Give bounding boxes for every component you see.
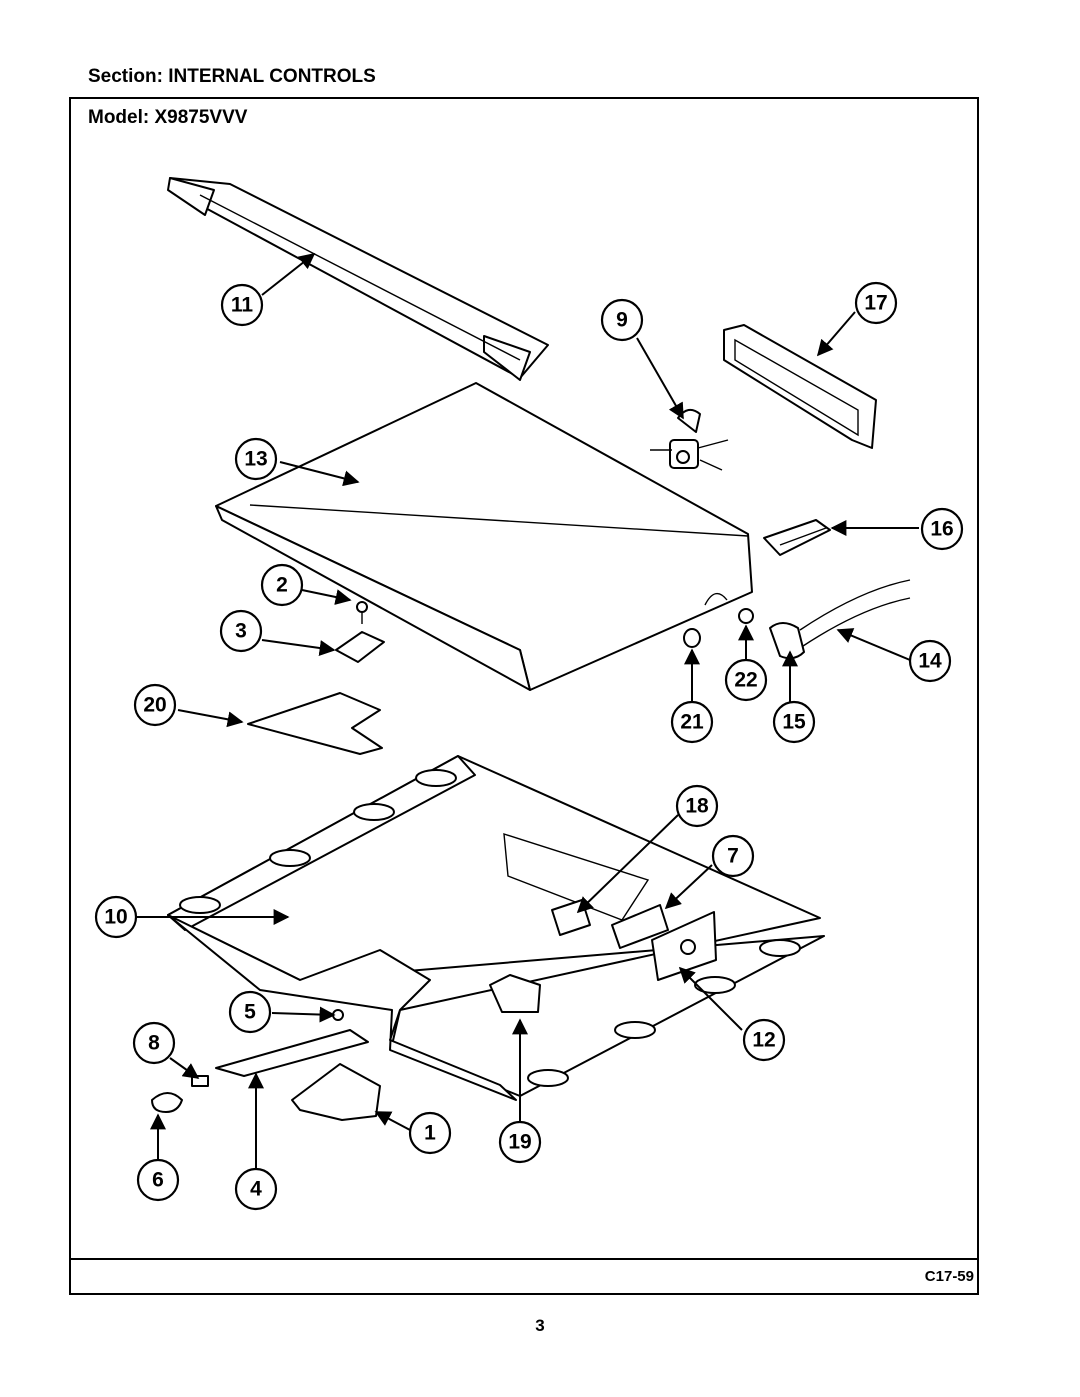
callout-4 xyxy=(236,1169,276,1209)
svg-text:22: 22 xyxy=(734,668,758,692)
svg-text:21: 21 xyxy=(680,710,704,734)
svg-text:11: 11 xyxy=(230,293,254,317)
svg-text:2: 2 xyxy=(276,573,288,597)
callout-9 xyxy=(602,300,642,340)
callout-11 xyxy=(222,285,262,325)
svg-text:5: 5 xyxy=(244,1000,256,1024)
part-11-trim-bar xyxy=(168,178,548,380)
svg-text:14: 14 xyxy=(918,649,942,673)
svg-text:15: 15 xyxy=(782,710,806,734)
callout-1 xyxy=(410,1113,450,1153)
svg-text:1: 1 xyxy=(424,1121,436,1145)
part-16-bracket xyxy=(764,520,830,555)
svg-text:7: 7 xyxy=(727,844,739,868)
callout-12 xyxy=(744,1020,784,1060)
callout-18 xyxy=(677,786,717,826)
part-20-insulation xyxy=(248,693,382,754)
callout-20 xyxy=(135,685,175,725)
callout-5 xyxy=(230,992,270,1032)
callout-16 xyxy=(922,509,962,549)
svg-text:18: 18 xyxy=(685,794,709,818)
svg-text:17: 17 xyxy=(864,291,888,315)
svg-text:16: 16 xyxy=(930,517,954,541)
figure-code: C17-59 xyxy=(924,1268,974,1285)
callout-19 xyxy=(500,1122,540,1162)
model-title: Model: X9875VVV xyxy=(88,107,248,128)
latch-parts xyxy=(152,1010,380,1120)
svg-text:20: 20 xyxy=(143,693,167,717)
callout-7 xyxy=(713,836,753,876)
svg-text:6: 6 xyxy=(152,1168,164,1192)
page-number: 3 xyxy=(535,1316,545,1335)
svg-text:19: 19 xyxy=(508,1130,532,1154)
part-14-hose xyxy=(770,580,910,658)
callout-21 xyxy=(672,702,712,742)
svg-text:9: 9 xyxy=(616,308,628,332)
callout-14 xyxy=(910,641,950,681)
callout-10 xyxy=(96,897,136,937)
svg-text:10: 10 xyxy=(104,905,128,929)
svg-text:4: 4 xyxy=(250,1177,262,1201)
callout-2 xyxy=(262,565,302,605)
svg-text:8: 8 xyxy=(148,1031,160,1055)
part-17-panel-box xyxy=(724,325,876,448)
part-10-base-pan xyxy=(168,756,824,1100)
callout-15 xyxy=(774,702,814,742)
section-title: Section: INTERNAL CONTROLS xyxy=(88,66,376,87)
svg-text:12: 12 xyxy=(752,1028,776,1052)
callout-17 xyxy=(856,283,896,323)
callout-3 xyxy=(221,611,261,651)
svg-text:13: 13 xyxy=(244,447,268,471)
callout-8 xyxy=(134,1023,174,1063)
callout-6 xyxy=(138,1160,178,1200)
part-9-valve xyxy=(650,410,728,470)
callout-22 xyxy=(726,660,766,700)
callout-13 xyxy=(236,439,276,479)
svg-text:3: 3 xyxy=(235,619,247,643)
